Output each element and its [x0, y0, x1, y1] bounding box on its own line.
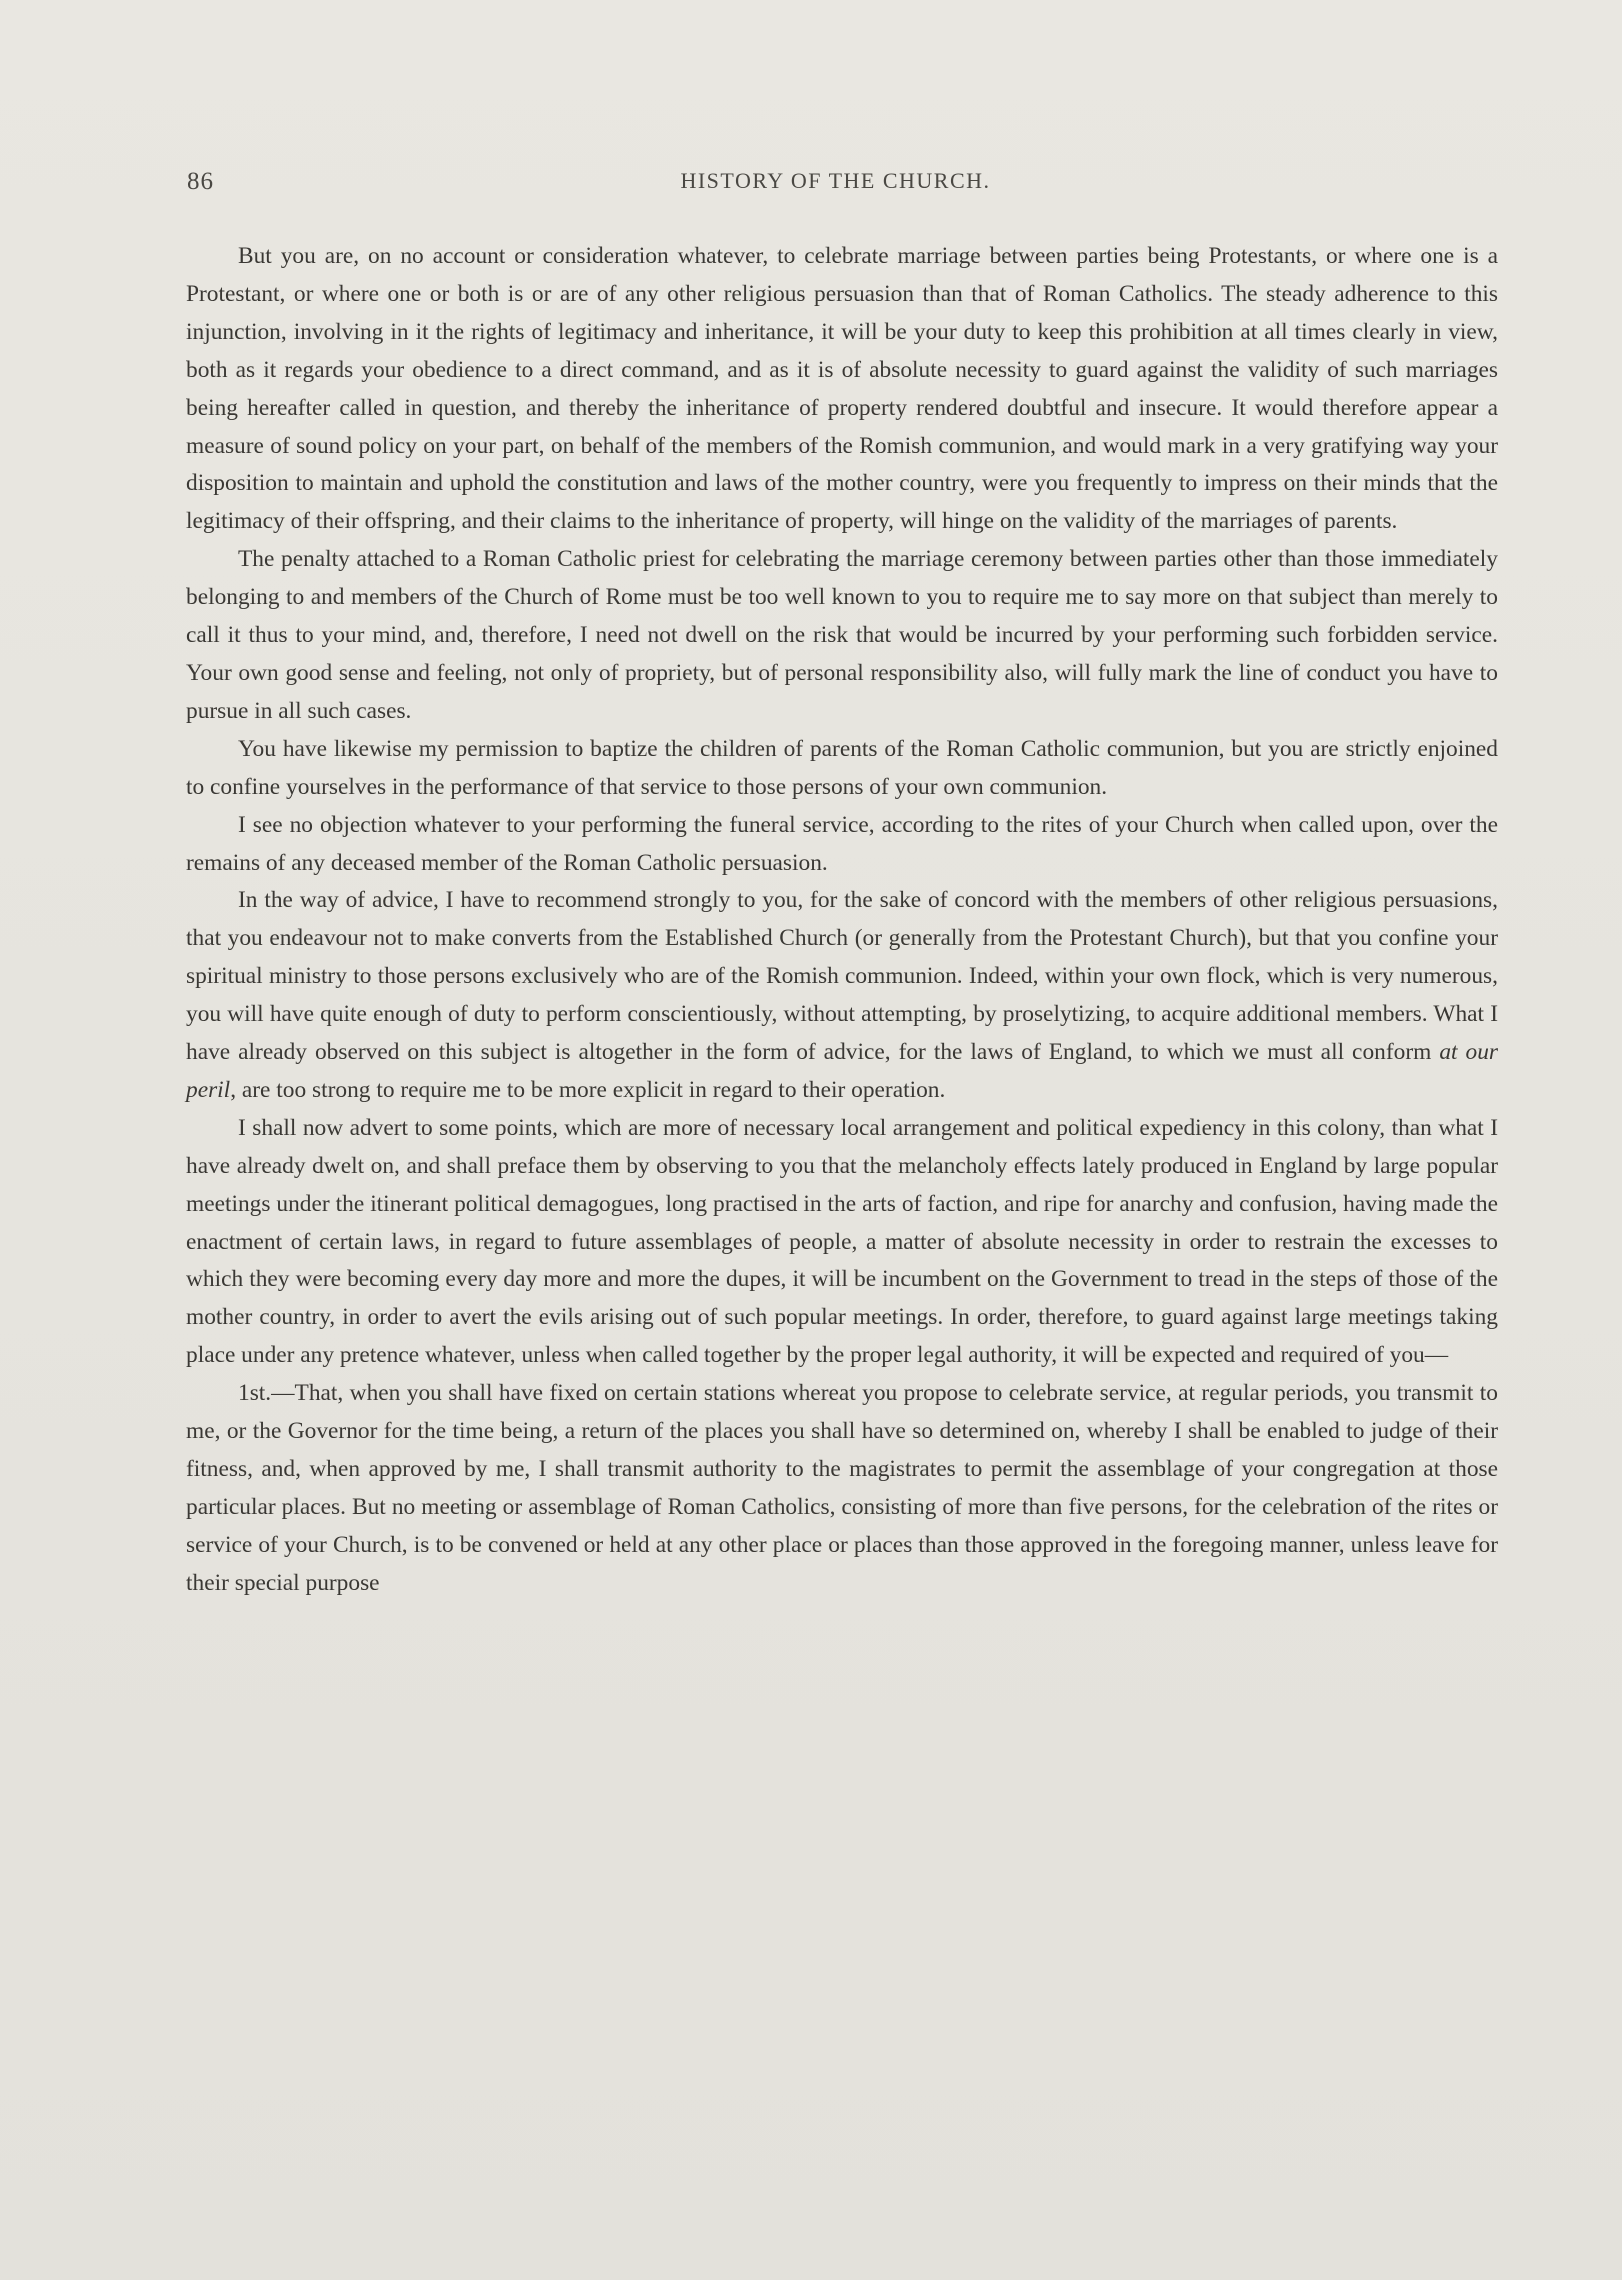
emphasis-at-our-peril: at our peril: [186, 1039, 1498, 1103]
paragraph-baptism: You have likewise my permission to baptize the children of parents of the Roman Catholic communion, but you are strictly enjoined to confine yourselves in the performance of that service to those persons of your own communion.: [186, 735, 1498, 800]
paragraph-advice-text: In the way of advice, I have to recommend strongly to you, for the sake of concord with the members of other religious persuasions, that you endeavour not to make converts from the Established Church (or generally from the Protestant Church), but that you confine your spiritual ministry to those persons exclusively who are of the Romish communion. Indeed, within your own flock, which is very numerous, you will have quite enough of duty to perform conscientiously, without attempting, by proselytizing, to acquire additional members. What I have already observed on this subject is altogether in the form of advice, for the laws of England, to which we must all conform: [186, 887, 1498, 1066]
paragraph-penalty: The penalty attached to a Roman Catholic priest for celebrating the marriage ceremony between parties other than those immediately belonging to and members of the Church of Rome must be too well known to you to require me to say more on that subject than merely to call it thus to your mind, and, therefore, I need not dwell on the risk that would be incurred by your performing such forbidden service. Your own good sense and feeling, not only of propriety, but of personal responsibility also, will fully mark the line of conduct you have to pursue in all such cases.: [186, 546, 1498, 724]
running-title: HISTORY OF THE CHURCH.: [680, 168, 991, 193]
paragraph-funeral: I see no objection whatever to your performing the funeral service, according to the rites of your Church when called upon, over the remains of any deceased member of the Roman Catholic persuasion.: [186, 811, 1498, 876]
body-text: [186, 238, 1498, 1603]
paragraph-marriage: But you are, on no account or consideration whatever, to celebrate marriage between parties being Protestants, or where one is a Protestant, or where one or both is or are of any other religious persuasion than that of Roman Catholics. The steady adherence to this injunction, involving in it the rights of legitimacy and inheritance, it will be your duty to keep this prohibition at all times clearly in view, both as it regards your obedience to a direct command, and as it is of absolute necessity to guard against the validity of such marriages being hereafter called in question, and thereby the inheritance of property rendered doubtful and insecure. It would therefore appear a measure of sound policy on your part, on behalf of the members of the Romish communion, and would mark in a very gratifying way your disposition to maintain and uphold the constitution and laws of the mother country, were you frequently to impress on their minds that the legitimacy of their offspring, and their claims to the inheritance of property, will hinge on the validity of the marriages of parents.: [186, 243, 1498, 535]
paragraph-advice-text-end: , are too strong to require me to be more explicit in regard to their operation.: [230, 1076, 946, 1103]
paragraph-advice: [186, 882, 1498, 1109]
paragraph-local-arrangement: I shall now advert to some points, which are more of necessary local arrangement and political expediency in this colony, than what I have already dwelt on, and shall preface them by observing to you that the melancholy effects lately produced in England by large popular meetings under the itinerant political demagogues, long practised in the arts of faction, and ripe for anarchy and confusion, having made the enactment of certain laws, in regard to future assemblages of people, a matter of absolute necessity in order to restrain the excesses to which they were becoming every day more and more the dupes, it will be incumbent on the Government to tread in the steps of those of the mother country, in order to avert the evils arising out of such popular meetings. In order, therefore, to guard against large meetings taking place under any pretence whatever, unless when called together by the proper legal authority, it will be expected and required of you—: [186, 1114, 1498, 1369]
paragraph-first-requirement: 1st.—That, when you shall have fixed on certain stations whereat you propose to celebrate service, at regular periods, you transmit to me, or the Governor for the time being, a return of the places you shall have so determined on, whereby I shall be enabled to judge of their fitness, and, when approved by me, I shall transmit authority to the magistrates to permit the assemblage of your congregation at those particular places. But no meeting or assemblage of Roman Catholics, consisting of more than five persons, for the celebration of the rites or service of your Church, is to be convened or held at any other place or places than those approved in the foregoing manner, unless leave for their special purpose: [186, 1380, 1498, 1596]
page-number: 86: [187, 168, 214, 195]
running-head: [187, 168, 1484, 202]
